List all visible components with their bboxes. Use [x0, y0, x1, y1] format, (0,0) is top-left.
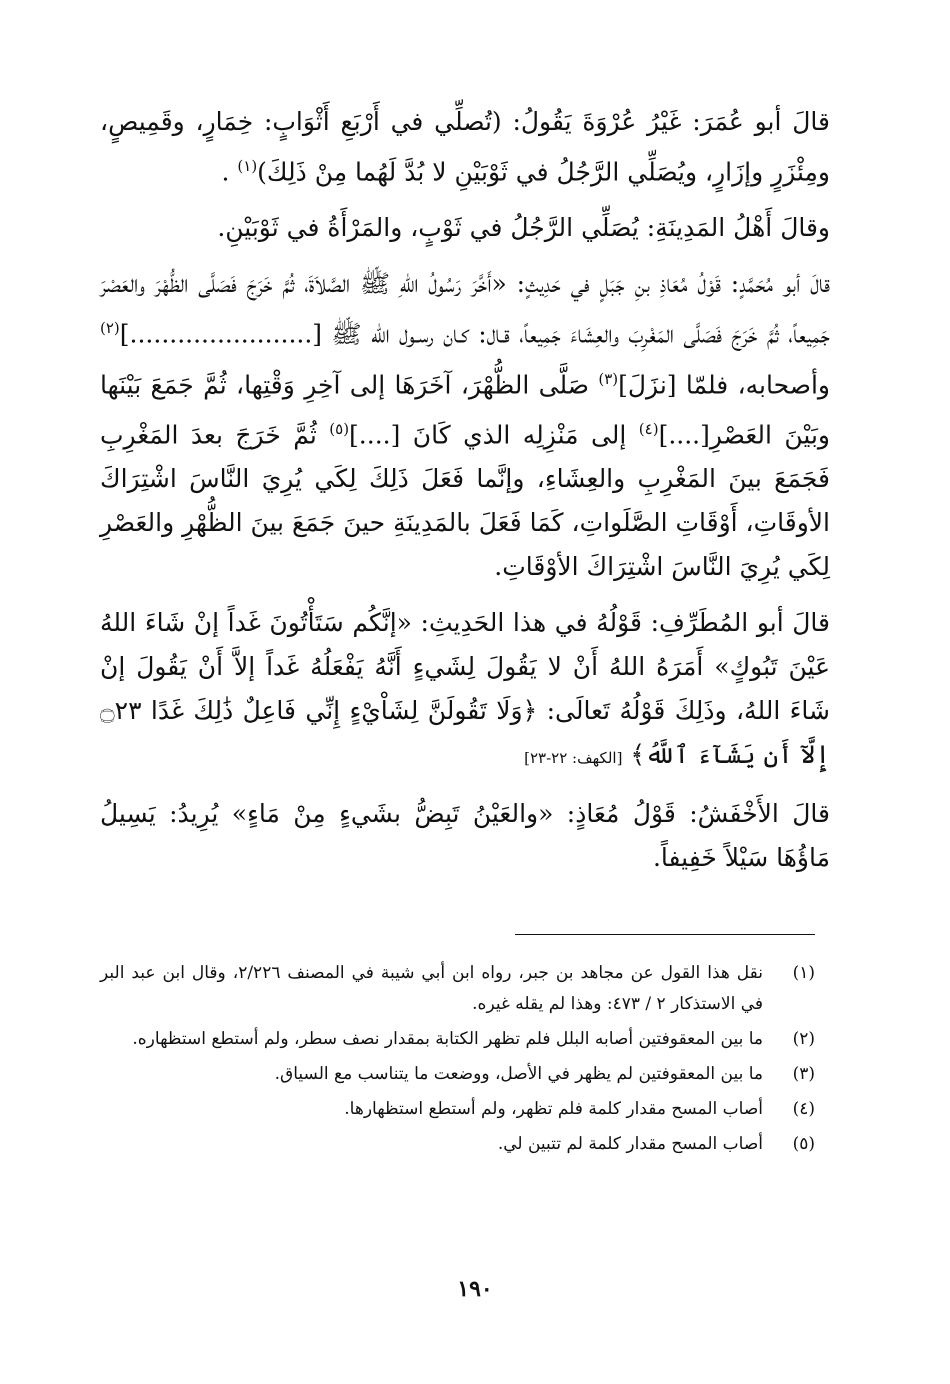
paragraph-text: وقالَ أَهْلُ المَدِينَةِ: يُصَلِّي الرَّجُلُ في ثَوْبٍ، والمَرْأَةُ في ثَوْبَيْنِ. — [217, 213, 830, 243]
paragraph-text: صَلَّى الظُّهْرَ، آخَرَهَا إلى آخِرِ وَقْتِها، ثُمَّ جَمَعَ بَيْنَها وبَيْنَ العَصْرِ[....] — [100, 369, 830, 450]
footnote-ref-3: (٣) — [598, 369, 619, 388]
footnote-item — [100, 1024, 815, 1055]
paragraph-abu-al-mutarrif — [100, 601, 830, 780]
footnote-number: (٤) — [792, 1099, 815, 1119]
footnote-ref-4: (٤) — [638, 419, 659, 438]
paragraph-abu-umar — [100, 100, 830, 194]
footnote-item — [100, 1094, 815, 1125]
footnote-text: ما بين المعقوفتين لم يظهر في الأصل، ووضعت ما يتناسب مع السياق. — [274, 1064, 763, 1084]
paragraph-al-akhfash — [100, 792, 830, 880]
footnote-text: نقل هذا القول عن مجاهد بن جبر، رواه ابن أبي شيبة في المصنف ٢/٢٢٦، وقال ابن عبد البر في الاستذكار ٢ / ٤٧٣: وهذا لم يقله غيره. — [100, 963, 763, 1014]
quran-reference: [الكهف: ٢٢-٢٣] — [524, 749, 623, 768]
paragraph-ahl-al-madina — [100, 206, 830, 250]
footnote-text: أصاب المسح مقدار كلمة لم تتبين لي. — [497, 1134, 763, 1154]
paragraph-text: قالَ الأَخْفَشُ: قَوْلُ مُعَاذٍ: «والعَيْنُ تَبِضُّ بشَيءٍ مِنْ مَاءٍ» يُرِيدُ: يَسِيلُ مَاؤُهَا سَيْلاً خَفِيفاً. — [100, 799, 830, 873]
footnote-divider — [515, 934, 815, 935]
footnote-text: ما بين المعقوفتين أصابه البلل فلم تظهر الكتابة بمقدار نصف سطر، ولم أستطع استظهاره. — [132, 1029, 763, 1049]
footnote-text: أصاب المسح مقدار كلمة فلم تظهر، ولم أستطع استظهارها. — [344, 1099, 763, 1119]
footnote-item — [100, 1129, 815, 1160]
footnote-ref-2: (٢) — [100, 319, 120, 338]
page-number: ١٩٠ — [457, 1276, 493, 1302]
paragraph-tail: وأصحابه، فلمّا [نزَلَ] — [618, 369, 831, 399]
paragraph-text: إلى مَنْزِلِه الذي كَانَ [....] — [349, 420, 627, 450]
main-text — [100, 100, 830, 892]
footnotes — [100, 958, 815, 1164]
paragraph-text: قالَ أبو مُحَمَّدٍ: قَوْلُ مُعَاذِ بنِ جَبَلٍ في حَدِيثٍ: «أَخَّرَ رَسُولُ اللهِ ﷺ الصَّلاَةَ، ثُمَّ خَرَجَ فَصَلَّى الظُّهْرَ والعَصْرَ جَمِيعاً، ثُمَّ خَرَجَ فَصَلَّى المَغْرِبَ والعِشَاءَ جَمِيعاً، قـال: كـان رسـول الله ﷺ [.......................] — [100, 269, 830, 349]
footnote-ref-5: (٥) — [329, 419, 350, 438]
footnote-number: (١) — [792, 963, 815, 983]
paragraph-text: ثُمَّ خَرَجَ بعدَ المَغْرِبِ فَجَمَعَ بينَ المَغْرِبِ والعِشَاءِ، وإنَّما فَعَلَ ذَلِكَ لِكَي يُرِيَ النَّاسَ اشْتِرَاكَ الأوقَاتِ، أَوْقَاتِ الصَّلَواتِ، كَمَا فَعَلَ بالمَدِينَةِ حينَ جَمَعَ بينَ الظُّهْرِ والعَصْرِ لِكَي يُرِيَ النَّاسَ اشْتِرَاكَ الأوْقَاتِ. — [100, 420, 830, 582]
footnote-number: (٥) — [792, 1134, 815, 1154]
paragraph-text: قالَ أبو المُطَرِّفِ: قَوْلُهُ في هذا الحَدِيثِ: «إنَّكُم سَتَأْتُونَ غَداً إنْ شَاءَ اللهُ عَيْنَ تَبُوكٍ» أَمَرَهُ اللهُ أَنْ لا يَقُولَ لِشَيءٍ أَنَّهُ يَفْعَلُهُ غَداً إلاَّ أَنْ يَقُولَ إنْ شَاءَ اللهُ، وذَلِكَ قَوْلُهُ تَعالَى: ﴿وَلَا تَقُولَنَّ لِشَاْيْءٍ إِنِّي فَاعِلٌ ذَٰلِكَ غَدًا ۝٢٣ إِلَّآ أَن يَشَآءَ ٱللَّهُ﴾ — [100, 608, 830, 770]
footnote-item — [100, 958, 815, 1020]
footnote-number: (٣) — [792, 1064, 815, 1084]
paragraph-abu-muhammad — [100, 262, 830, 589]
paragraph-text: قالَ أبو عُمَرَ: غَيْرُ عُرْوَةَ يَقُولُ: (تُصلِّي في أَرْبَعِ أَثْوَابٍ: خِمَارٍ، وقَمِيصٍ، ومِئْزَرٍ وإزَارٍ، ويُصَلِّي الرَّجُلُ في ثَوْبَيْنِ لا بُدَّ لَهُما مِنْ ذَلِكَ) — [100, 107, 830, 187]
footnote-number: (٢) — [792, 1029, 815, 1049]
footnote-item — [100, 1059, 815, 1090]
paragraph-tail: . — [221, 157, 238, 187]
footnote-ref-1: (١) — [237, 157, 258, 175]
